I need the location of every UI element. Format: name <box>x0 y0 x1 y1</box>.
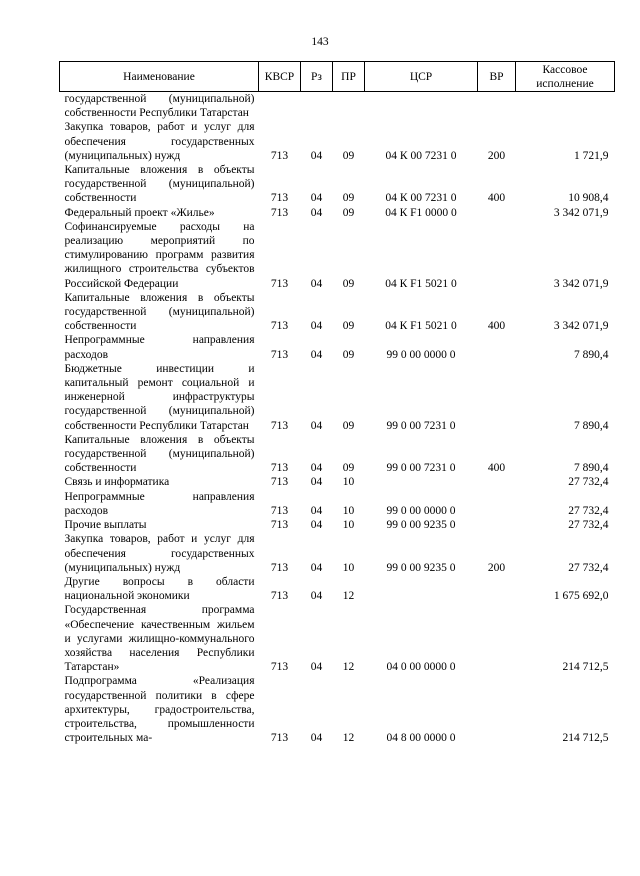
cell-sum <box>516 92 615 121</box>
cell-kvsr: 713 <box>270 348 289 361</box>
cell-pr: 09 <box>342 192 355 205</box>
cell-rz: 04 <box>310 348 323 361</box>
cell-csr <box>365 475 478 489</box>
cell-name: Капитальные вложения в объекты государственной (муниципальной) собственности <box>64 164 255 205</box>
cell-rz: 04 <box>310 561 323 574</box>
cell-vr <box>478 674 516 745</box>
cell-pr: 10 <box>342 519 355 532</box>
cell-name: государственной (муниципальной) собственности Республики Татарстан <box>64 93 255 120</box>
cell-name: Подпрограмма «Реализация государственной политики в сфере архитектуры, градостроительства, строительства, промышленности строительных ма- <box>64 675 255 745</box>
cell-vr <box>478 490 516 518</box>
cell-vr <box>478 333 516 361</box>
cell-kvsr: 713 <box>270 320 289 333</box>
cell-csr: 04 К 00 7231 0 <box>385 192 457 205</box>
cell-pr: 12 <box>342 590 355 603</box>
cell-kvsr: 713 <box>270 590 289 603</box>
cell-name: Закупка товаров, работ и услуг для обеспечения государственных (муниципальных) нужд <box>64 533 255 574</box>
cell-name: Связь и информатика <box>64 476 170 489</box>
cell-csr: 04 8 00 0000 0 <box>386 732 456 745</box>
cell-csr: 99 0 00 7231 0 <box>386 462 456 475</box>
cell-vr <box>478 362 516 433</box>
cell-sum: 214 712,5 <box>562 661 609 674</box>
cell-vr <box>478 206 516 220</box>
cell-csr: 99 0 00 0000 0 <box>386 348 456 361</box>
cell-sum: 7 890,4 <box>574 419 609 432</box>
cell-csr: 99 0 00 9235 0 <box>386 561 456 574</box>
cell-sum: 27 732,4 <box>568 519 609 532</box>
cell-rz: 04 <box>310 732 323 745</box>
cell-vr <box>478 603 516 674</box>
cell-vr: 200 <box>487 149 506 162</box>
cell-kvsr <box>259 92 301 121</box>
cell-rz: 04 <box>310 476 323 489</box>
table-row <box>60 532 615 575</box>
header-name: Наименование <box>60 62 259 92</box>
cell-rz: 04 <box>310 462 323 475</box>
cell-vr <box>478 518 516 532</box>
cell-kvsr: 713 <box>270 661 289 674</box>
cell-pr: 09 <box>342 462 355 475</box>
cell-pr: 12 <box>342 732 355 745</box>
cell-rz: 04 <box>310 419 323 432</box>
cell-pr: 10 <box>342 504 355 517</box>
cell-csr: 04 К F1 5021 0 <box>385 320 457 333</box>
cell-pr: 10 <box>342 561 355 574</box>
cell-vr <box>478 575 516 603</box>
cell-name: Бюджетные инвестиции и капитальный ремонт социальной и инженерной инфраструктуры государственной (муниципальной) собственности Республики Татарстан <box>64 362 255 432</box>
cell-sum: 3 342 071,9 <box>553 320 609 333</box>
cell-vr: 400 <box>487 320 506 333</box>
cell-pr: 09 <box>342 419 355 432</box>
cell-rz <box>301 92 333 121</box>
cell-pr: 09 <box>342 277 355 290</box>
cell-sum: 27 732,4 <box>568 504 609 517</box>
cell-sum: 7 890,4 <box>574 462 609 475</box>
cell-kvsr: 713 <box>270 732 289 745</box>
cell-csr: 99 0 00 0000 0 <box>386 504 456 517</box>
cell-sum: 7 890,4 <box>574 348 609 361</box>
cell-csr: 04 К 00 7231 0 <box>385 149 457 162</box>
cell-csr: 04 К F1 0000 0 <box>385 206 457 219</box>
cell-rz: 04 <box>310 277 323 290</box>
table-row <box>60 92 615 121</box>
cell-csr: 99 0 00 7231 0 <box>386 419 456 432</box>
cell-pr: 09 <box>342 149 355 162</box>
cell-rz: 04 <box>310 149 323 162</box>
header-pr: ПР <box>333 62 365 92</box>
table-row <box>60 433 615 476</box>
cell-rz: 04 <box>310 206 323 219</box>
table-row <box>60 220 615 291</box>
cell-vr: 200 <box>487 561 506 574</box>
cell-name: Капитальные вложения в объекты государственной (муниципальной) собственности <box>64 291 255 333</box>
cell-name: Непрограммные направления расходов <box>64 490 255 517</box>
cell-name: Федеральный проект «Жилье» <box>64 206 215 219</box>
cell-csr <box>365 575 478 603</box>
table-row <box>60 206 615 220</box>
cell-kvsr: 713 <box>270 519 289 532</box>
page-number: 143 <box>311 36 329 48</box>
header-csr: ЦСР <box>365 62 478 92</box>
cell-pr: 12 <box>342 661 355 674</box>
cell-name: Софинансируемые расходы на реализацию мероприятий по стимулированию программ развития жилищного строительства субъектов Российской Федерации <box>64 220 255 290</box>
table-row <box>60 518 615 532</box>
table-row <box>60 120 615 163</box>
cell-rz: 04 <box>310 320 323 333</box>
cell-kvsr: 713 <box>270 149 289 162</box>
cell-rz: 04 <box>310 504 323 517</box>
cell-pr <box>333 92 365 121</box>
table-body <box>60 92 615 746</box>
cell-rz: 04 <box>310 192 323 205</box>
cell-sum: 3 342 071,9 <box>553 277 609 290</box>
cell-sum: 1 721,9 <box>574 149 609 162</box>
cell-sum: 27 732,4 <box>568 476 609 489</box>
cell-kvsr: 713 <box>270 277 289 290</box>
cell-csr: 04 К F1 5021 0 <box>385 277 457 290</box>
table-row <box>60 603 615 674</box>
cell-sum: 10 908,4 <box>568 192 609 205</box>
cell-rz: 04 <box>310 519 323 532</box>
table-row <box>60 575 615 603</box>
cell-kvsr: 713 <box>270 504 289 517</box>
cell-sum: 1 675 692,0 <box>553 590 609 603</box>
cell-sum: 214 712,5 <box>562 732 609 745</box>
table-header-row <box>60 62 615 92</box>
cell-sum: 3 342 071,9 <box>553 206 609 219</box>
cell-kvsr: 713 <box>270 419 289 432</box>
header-kvsr: КВСР <box>259 62 301 92</box>
table-row <box>60 362 615 433</box>
cell-pr: 09 <box>342 206 355 219</box>
cell-kvsr: 713 <box>270 206 289 219</box>
cell-kvsr: 713 <box>270 462 289 475</box>
cell-vr: 400 <box>487 462 506 475</box>
table-row <box>60 333 615 361</box>
header-sum: Кассовое исполнение <box>516 62 615 92</box>
cell-name: Прочие выплаты <box>64 519 147 532</box>
cell-vr <box>478 475 516 489</box>
cell-kvsr: 713 <box>270 561 289 574</box>
cell-name: Непрограммные направления расходов <box>64 334 255 361</box>
cell-kvsr: 713 <box>270 192 289 205</box>
cell-name: Государственная программа «Обеспечение качественным жильем и услугами жилищно-коммунального хозяйства населения Республики Татарстан» <box>64 604 255 674</box>
header-rz: Рз <box>301 62 333 92</box>
budget-execution-table <box>59 61 615 745</box>
cell-csr: 99 0 00 9235 0 <box>386 519 456 532</box>
cell-pr: 10 <box>342 476 355 489</box>
cell-csr: 04 0 00 0000 0 <box>386 661 456 674</box>
cell-vr: 400 <box>487 192 506 205</box>
cell-name: Капитальные вложения в объекты государственной (муниципальной) собственности <box>64 433 255 475</box>
cell-rz: 04 <box>310 661 323 674</box>
header-vr: ВР <box>478 62 516 92</box>
cell-kvsr: 713 <box>270 476 289 489</box>
cell-csr <box>365 92 478 121</box>
cell-pr: 09 <box>342 320 355 333</box>
table-row <box>60 674 615 745</box>
cell-name: Закупка товаров, работ и услуг для обеспечения государственных (муниципальных) нужд <box>64 121 255 162</box>
cell-rz: 04 <box>310 590 323 603</box>
table-row <box>60 291 615 334</box>
cell-sum: 27 732,4 <box>568 561 609 574</box>
cell-name: Другие вопросы в области национальной экономики <box>64 575 255 603</box>
table-row <box>60 475 615 489</box>
table-row <box>60 163 615 206</box>
cell-vr <box>478 92 516 121</box>
cell-pr: 09 <box>342 348 355 361</box>
cell-vr <box>478 220 516 291</box>
table-row <box>60 490 615 518</box>
